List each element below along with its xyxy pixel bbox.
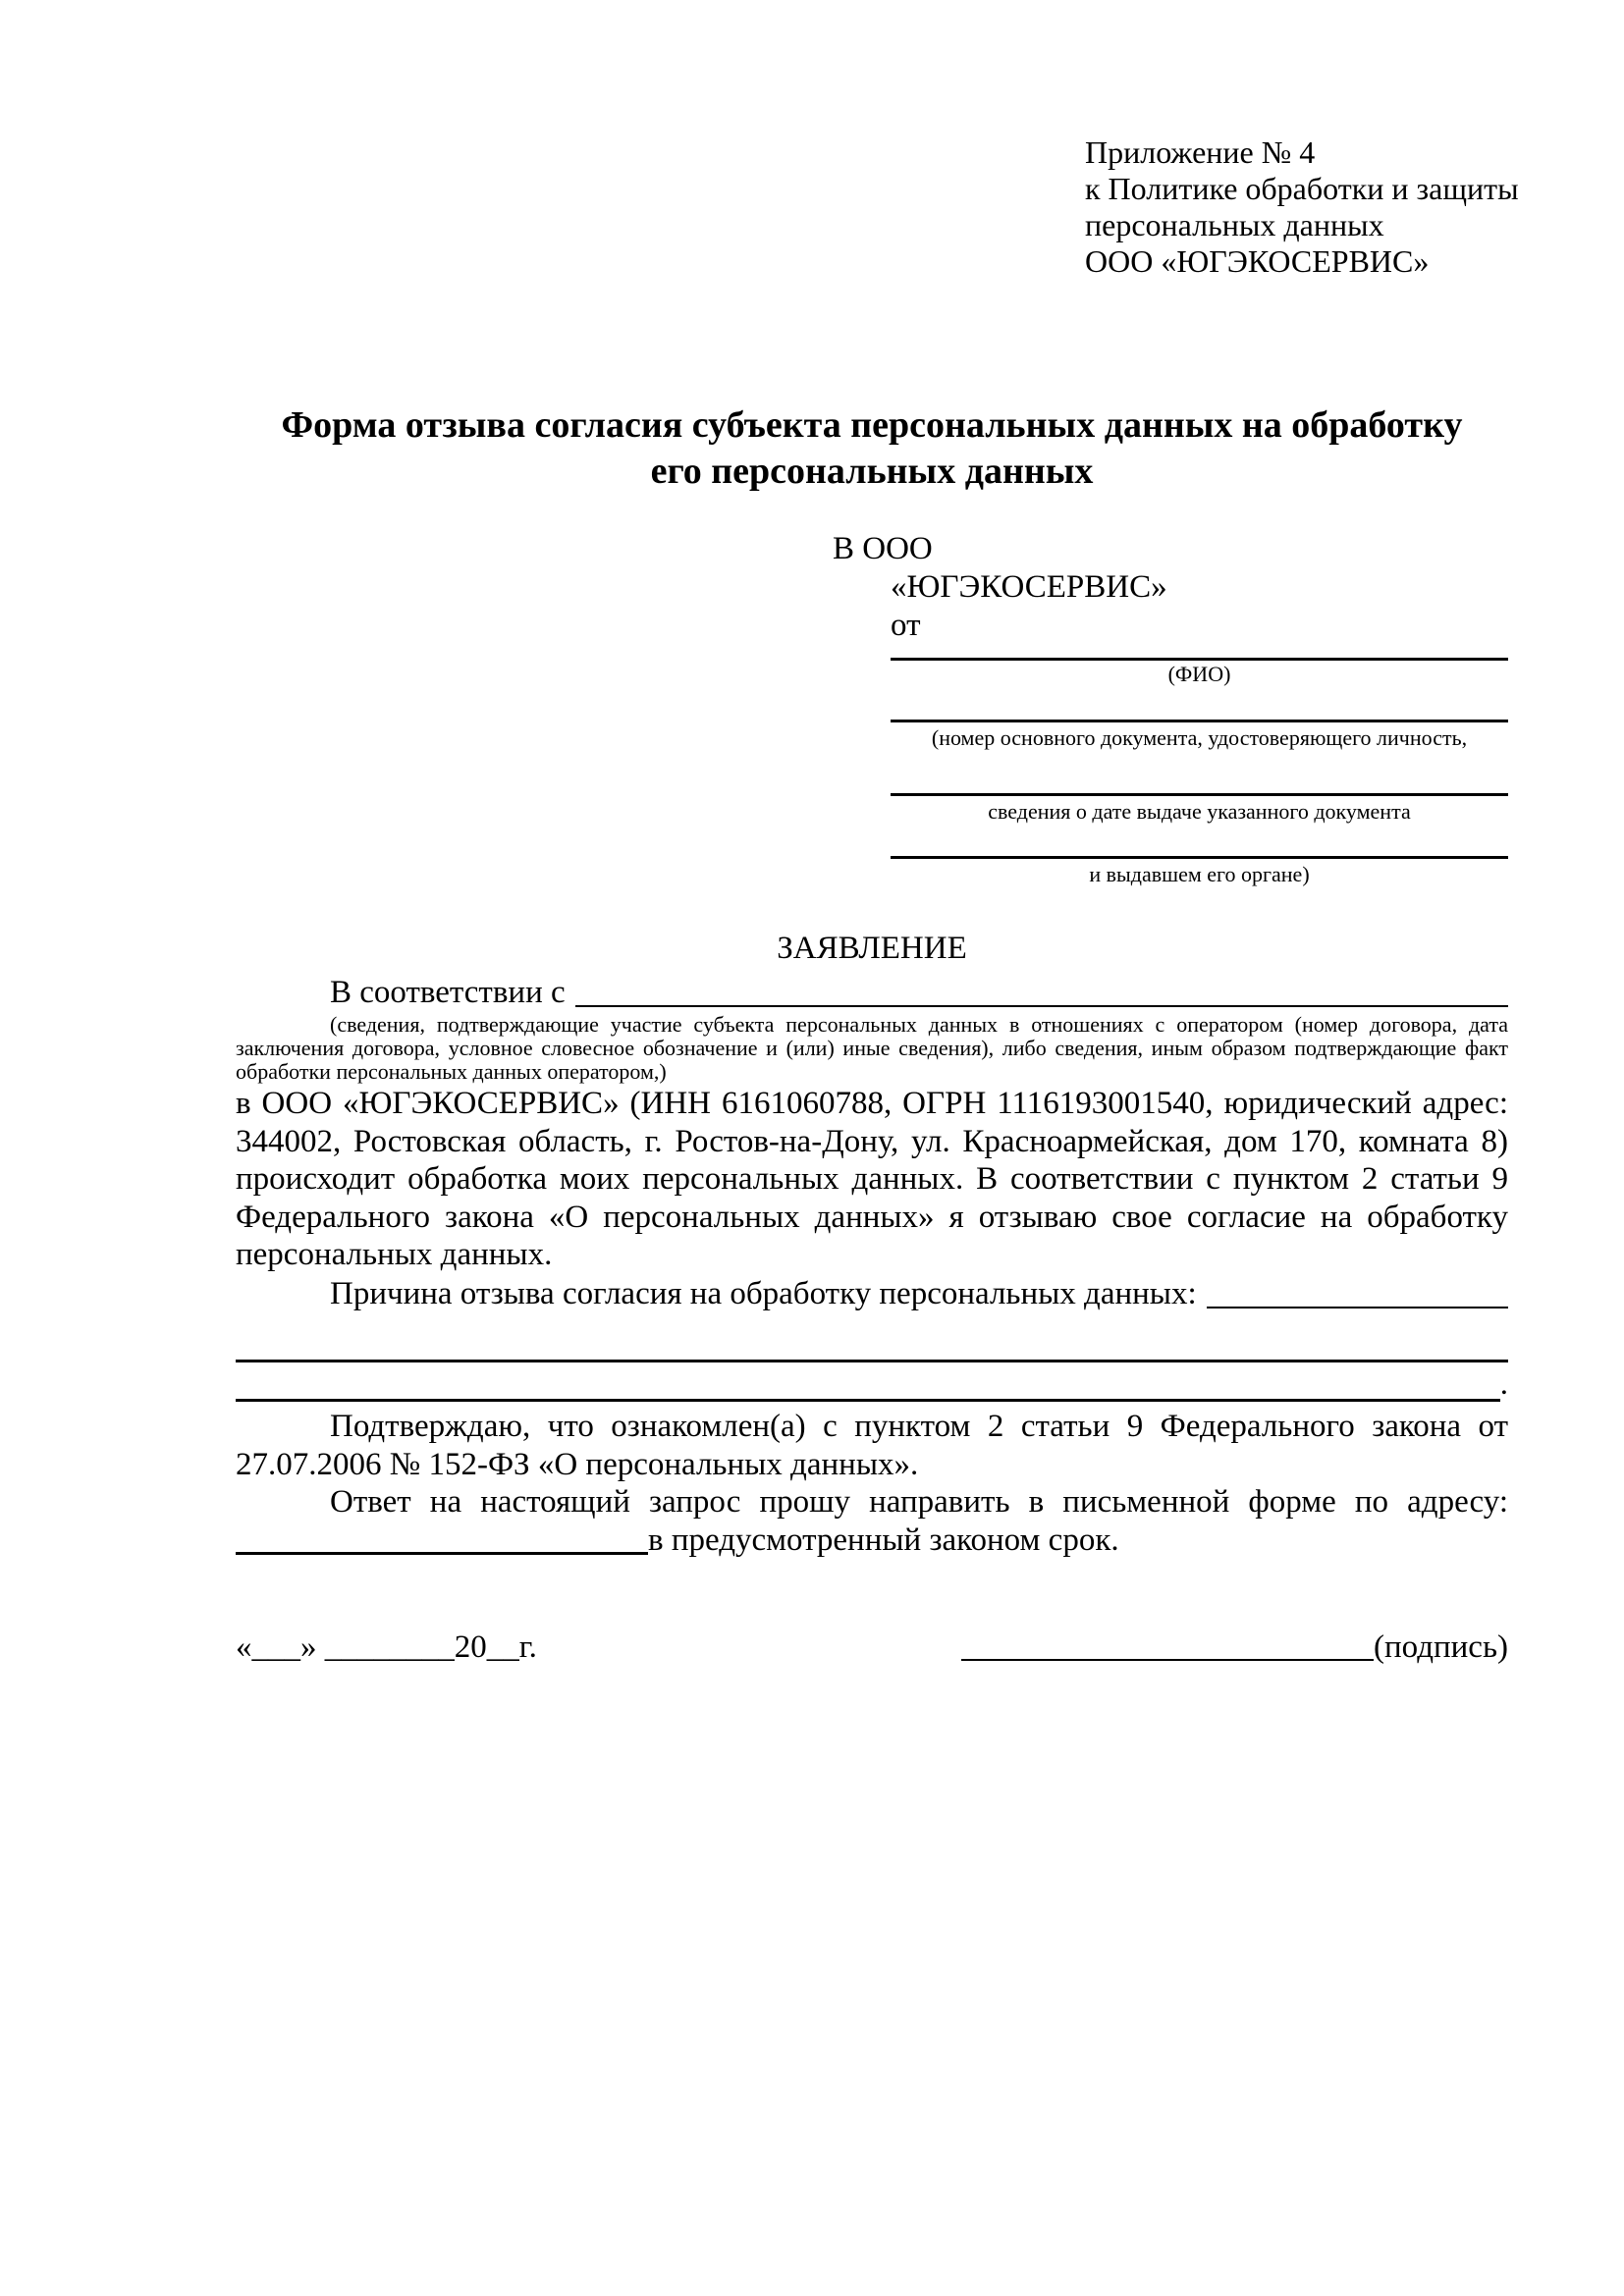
reply-address-row xyxy=(236,1522,1508,1560)
reason-blank-line-3-rule xyxy=(236,1363,1500,1402)
signature-caption: (подпись) xyxy=(1374,1629,1508,1665)
document-title-line-2: его персональных данных xyxy=(650,451,1094,492)
reason-blank-line-2 xyxy=(236,1360,1508,1362)
reason-blank-line xyxy=(1207,1275,1508,1308)
appendix-header xyxy=(1085,134,1537,280)
issuing-authority-blank-line xyxy=(891,856,1508,859)
confirmation-paragraph: Подтверждаю, что ознакомлен(а) с пунктом 2 статьи 9 Федерального закона от 27.07.2006 № 152-ФЗ «О персональных данных». xyxy=(236,1409,1508,1482)
statement-intro-blank-line xyxy=(575,974,1508,1007)
addressee-org: «ЮГЭКОСЕРВИС» xyxy=(891,569,1167,605)
date-signature-row xyxy=(236,1629,1508,1667)
appendix-header-line-4: ООО «ЮГЭКОСЕРВИС» xyxy=(1085,243,1430,279)
fio-caption: (ФИО) xyxy=(1167,662,1231,686)
reason-label: Причина отзыва согласия на обработку персональных данных: xyxy=(330,1276,1197,1311)
reason-row xyxy=(236,1275,1508,1313)
appendix-header-line-3: персональных данных xyxy=(1085,207,1384,242)
document-title xyxy=(236,402,1508,495)
issue-date-blank-line xyxy=(891,793,1508,796)
reply-request-paragraph: Ответ на настоящий запрос прошу направить в письменной форме по адресу: xyxy=(330,1484,1508,1520)
document-title-line-1: Форма отзыва согласия субъекта персональных данных на обработку xyxy=(281,404,1463,446)
reply-address-blank-line xyxy=(236,1522,648,1555)
fio-blank-line xyxy=(891,658,1508,661)
statement-intro-row xyxy=(236,974,1508,1012)
signature-group xyxy=(961,1629,1508,1667)
statement-heading: ЗАЯВЛЕНИЕ xyxy=(777,931,967,966)
issue-date-caption: сведения о дате выдаче указанного документа xyxy=(988,799,1411,824)
issuing-authority-caption: и выдавшем его органе) xyxy=(1089,862,1310,886)
statement-intro-prefix: В соответствии с xyxy=(330,975,566,1010)
addressee-block xyxy=(833,530,1167,645)
addressee-to: В ООО xyxy=(833,531,933,566)
appendix-header-line-1: Приложение № 4 xyxy=(1085,134,1316,170)
reason-blank-line-terminator: . xyxy=(1499,1366,1508,1402)
signature-blank-line xyxy=(961,1659,1374,1661)
addressee-from-label: от xyxy=(891,608,921,643)
reason-blank-line-3 xyxy=(236,1363,1508,1402)
statement-body: в ООО «ЮГЭКОСЕРВИС» (ИНН 6161060788, ОГРН 1116193001540, юридический адрес: 344002, Ростовская область, г. Ростов-на-Дону, ул. Красноармейская, дом 170, комната 8) происходит обработка моих персональных данных. В соответствии с пунктом 2 статьи 9 Федерального закона «О персональных данных» я отзываю свое согласие на обработку персональных данных. xyxy=(236,1086,1508,1273)
document-number-caption: (номер основного документа, удостоверяющего личность, xyxy=(931,725,1468,750)
document-number-blank-line xyxy=(891,720,1508,722)
appendix-header-line-2: к Политике обработки и защиты xyxy=(1085,171,1519,206)
statement-footnote: (сведения, подтверждающие участие субъекта персональных данных в отношениях с оператором (номер договора, дата заключения договора, условное словесное обозначение и (или) иные сведения), либо сведения, иным образом подтверждающие факт обработки персональных данных оператором,) xyxy=(236,1012,1508,1084)
reply-request-suffix: в предусмотренный законом срок. xyxy=(648,1522,1119,1558)
date-blank-text: «___» ________20__г. xyxy=(236,1629,537,1665)
